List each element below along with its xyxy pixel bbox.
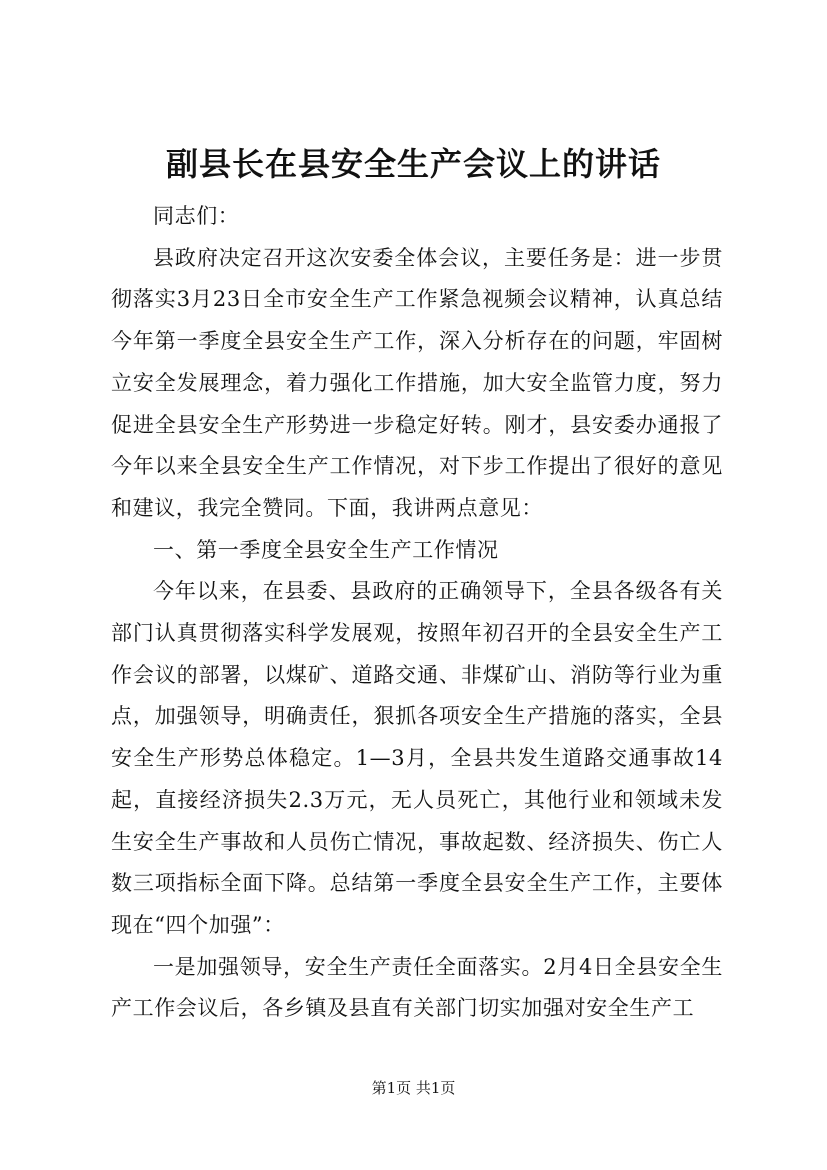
document-title: 副县长在县安全生产会议上的讲话 xyxy=(165,145,661,183)
salutation-paragraph: 同志们： xyxy=(153,204,240,228)
body-paragraph: 一是加强领导，安全生产责任全面落实。2月4日全县安全生产工作会议后，各乡镇及县直有关部门切实加强对安全生产工 xyxy=(111,954,723,1021)
body-paragraph: 今年以来，在县委、县政府的正确领导下，全县各级各有关部门认真贯彻落实科学发展观，按照年初召开的全县安全生产工作会议的部署，以煤矿、道路交通、非煤矿山、消防等行业为重点，加强领导，明确责任，狠抓各项安全生产措施的落实，全县安全生产形势总体稳定。1—3月，全县共发生道路交通事故14起，直接经济损失2.3万元，无人员死亡，其他行业和领域未发生安全生产事故和人员伤亡情况，事故起数、经济损失、伤亡人数三项指标全面下降。总结第一季度全县安全生产工作，主要体现在“四个加强”： xyxy=(111,579,723,937)
page-number-footer: 第1页 共1页 xyxy=(371,1079,456,1097)
section-heading: 一、第一季度全县安全生产工作情况 xyxy=(153,537,499,562)
intro-paragraph: 县政府决定召开这次安委全体会议，主要任务是：进一步贯彻落实3月23日全市安全生产工作紧急视频会议精神，认真总结今年第一季度全县安全生产工作，深入分析存在的问题，牢固树立安全发展理念，着力强化工作措施，加大安全监管力度，努力促进全县安全生产形势进一步稳定好转。刚才，县安委办通报了今年以来全县安全生产工作情况，对下步工作提出了很好的意见和建议，我完全赞同。下面，我讲两点意见： xyxy=(111,245,723,520)
document-body xyxy=(111,196,723,1030)
